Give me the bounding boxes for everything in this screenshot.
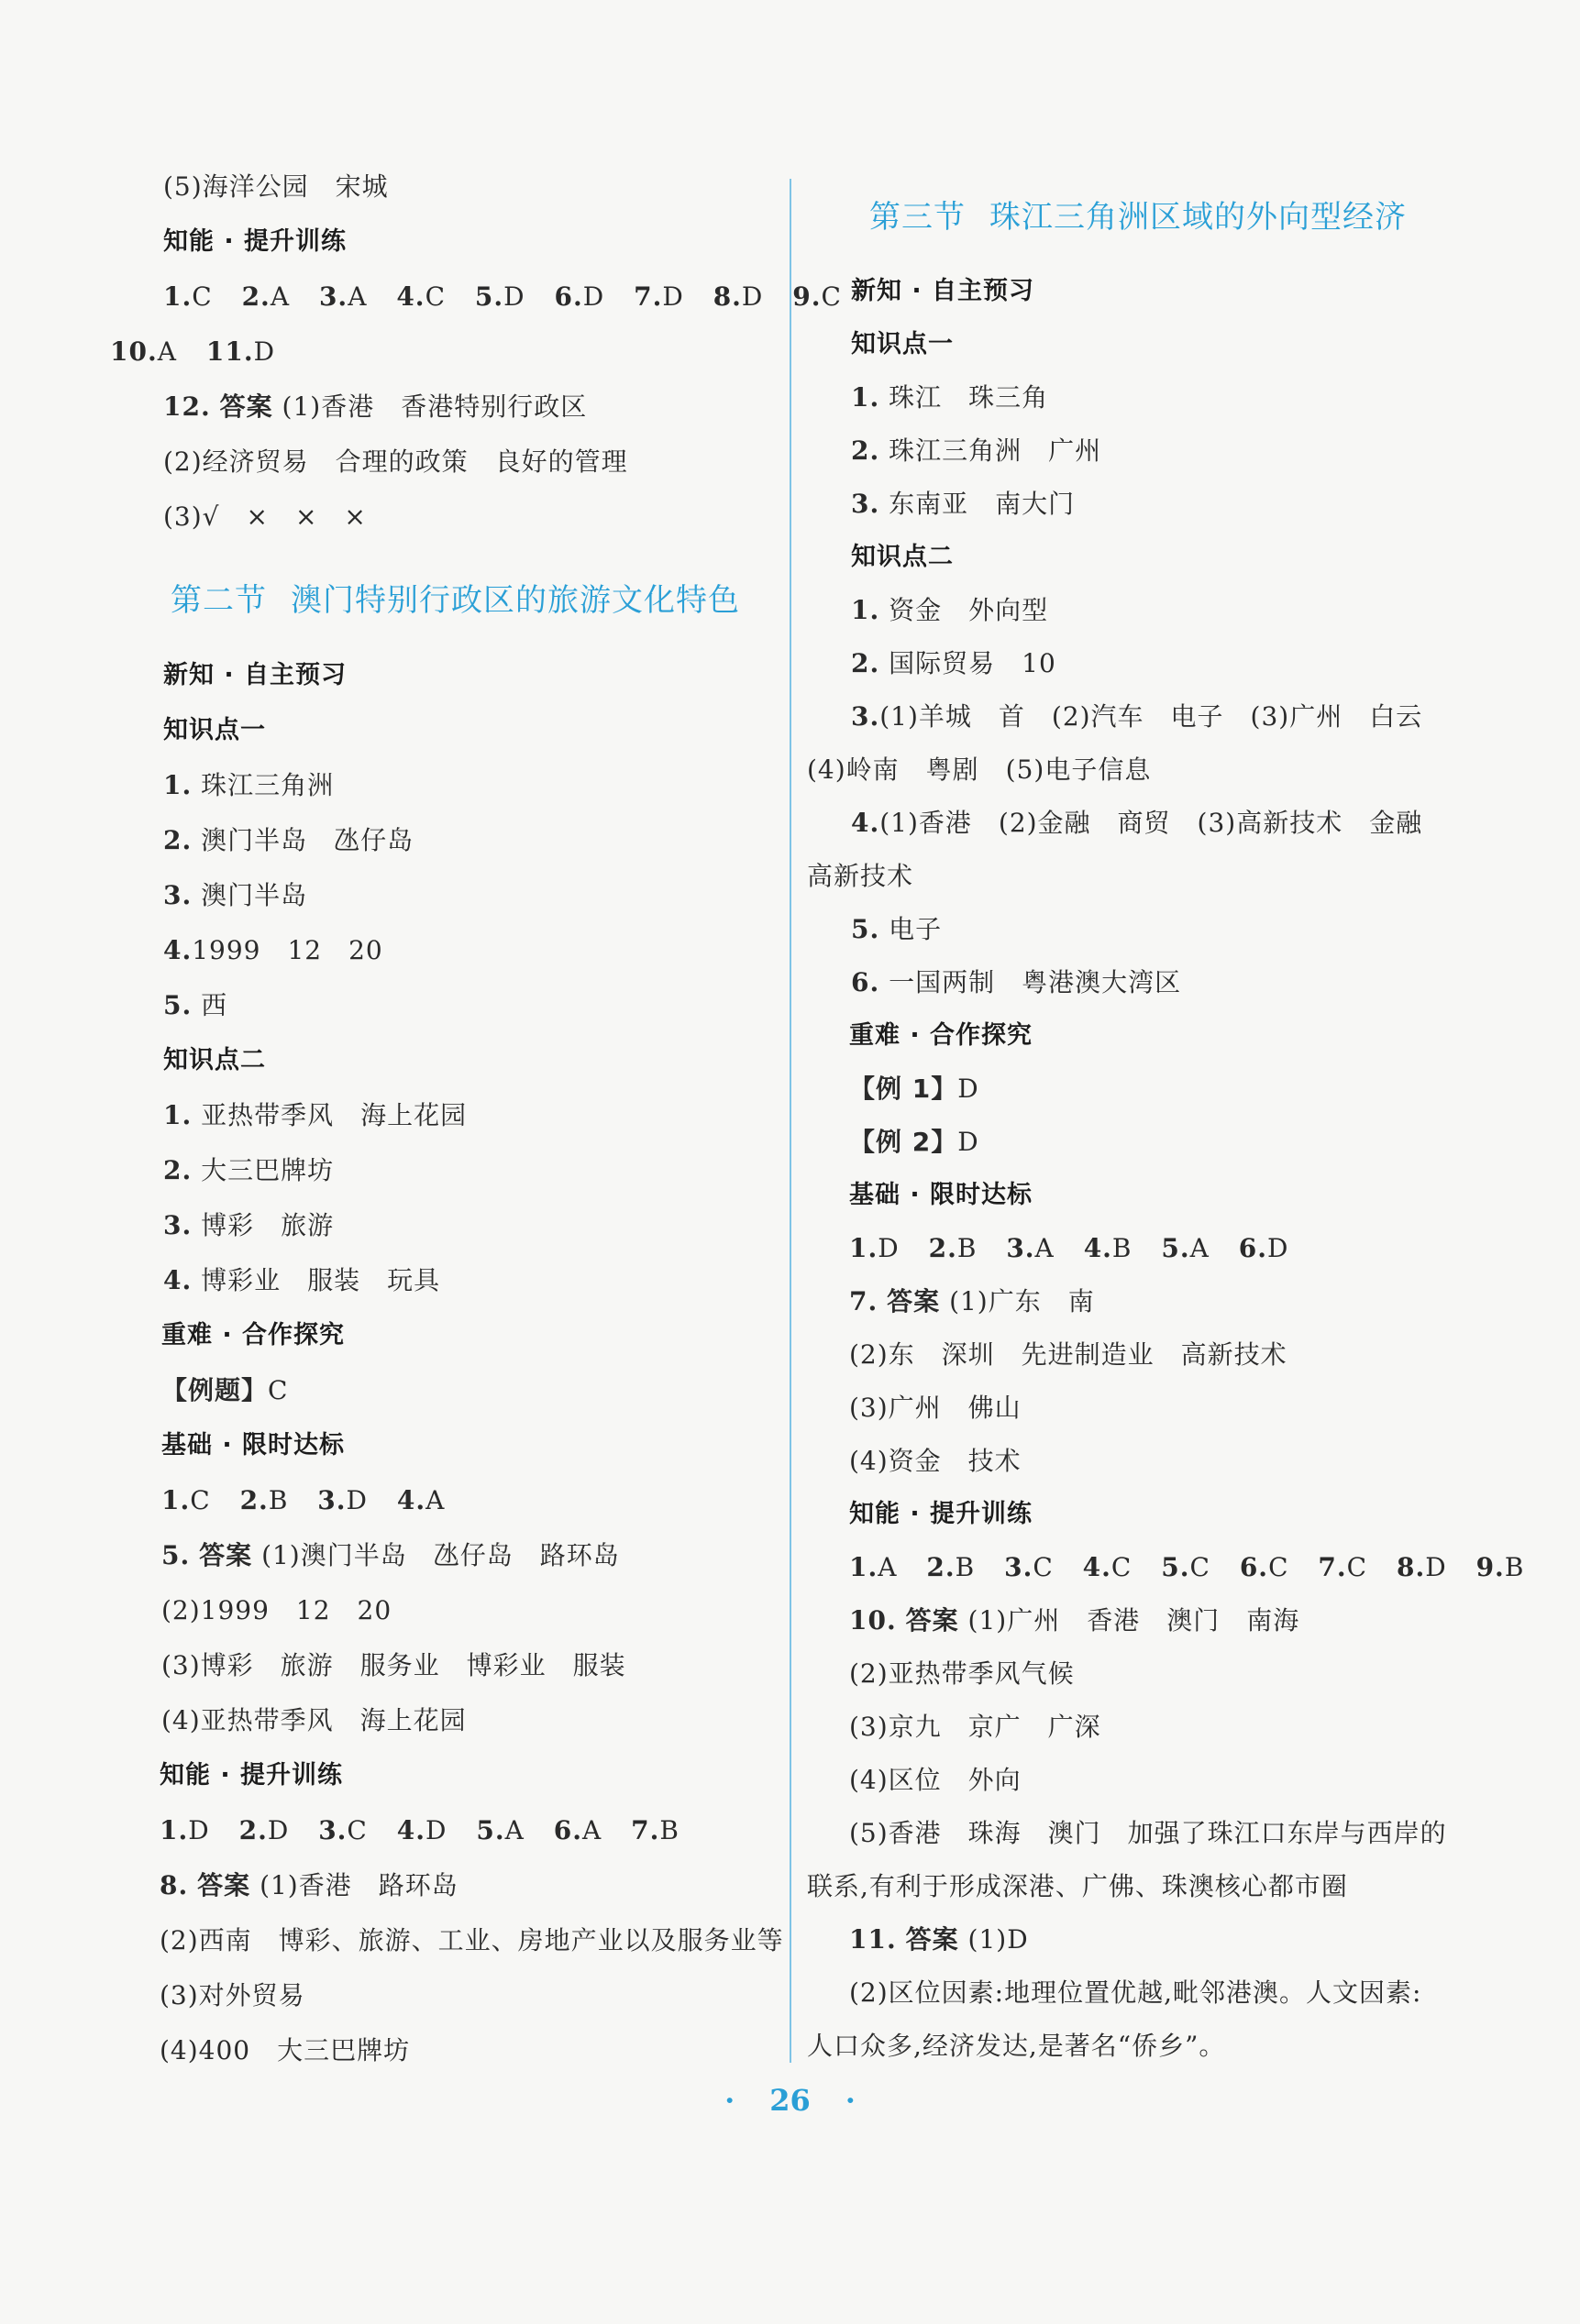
section-title: 第三节 珠江三角洲区域的外向型经济: [869, 199, 1407, 236]
text-line: (2)1999 12 20: [161, 1595, 392, 1625]
answer-line: 7. 答案 (1)广东 南: [849, 1286, 1095, 1316]
text-line: 人口众多,经济发达,是著名“侨乡”。: [807, 2031, 1226, 2061]
text-line: 5. 电子: [851, 914, 943, 944]
section-title: 第二节 澳门特别行政区的旅游文化特色: [171, 582, 740, 619]
section-heading-jichu: 基础 · 限时达标: [849, 1181, 1033, 1209]
text-line: (3)对外贸易: [160, 1980, 305, 2010]
text-line: 3. 澳门半岛: [163, 880, 308, 910]
text-line: 2. 大三巴牌坊: [163, 1155, 335, 1185]
section-heading-zhongnan: 重难 · 合作探究: [849, 1021, 1033, 1050]
mc-answers-row: 1.D 2.B 3.A 4.B 5.A 6.D: [849, 1233, 1289, 1263]
text-line: 4.(1)香港 (2)金融 商贸 (3)高新技术 金融: [851, 808, 1423, 838]
text-line: 高新技术: [807, 861, 914, 891]
text-line: (4)区位 外向: [849, 1765, 1022, 1795]
mc-answers-row: 1.A 2.B 3.C 4.C 5.C 6.C 7.C 8.D 9.B: [849, 1552, 1525, 1582]
text-line: 1. 珠江三角洲: [163, 770, 335, 800]
subheading-knowledge-1: 知识点一: [851, 330, 954, 358]
answer-line: 10. 答案 (1)广州 香港 澳门 南海: [849, 1605, 1300, 1636]
subheading-knowledge-2: 知识点二: [851, 543, 954, 571]
text-line: 1. 珠江 珠三角: [851, 382, 1049, 413]
section-heading-jichu: 基础 · 限时达标: [161, 1431, 346, 1459]
mc-answers-row: 1.C 2.B 3.D 4.A: [161, 1485, 446, 1515]
subheading-knowledge-1: 知识点一: [163, 716, 266, 744]
bullet-icon: ·: [845, 2083, 856, 2118]
subheading-knowledge-2: 知识点二: [163, 1046, 266, 1074]
text-line: (2)区位因素:地理位置优越,毗邻港澳。人文因素:: [849, 1977, 1422, 2008]
answer-line: 12. 答案 (1)香港 香港特别行政区: [163, 391, 588, 422]
answer-line: 8. 答案 (1)香港 路环岛: [160, 1870, 459, 1900]
text-line: 1. 亚热带季风 海上花园: [163, 1100, 468, 1130]
column-divider: [790, 179, 791, 2063]
text-line: (2)西南 博彩、旅游、工业、房地产业以及服务业等: [160, 1925, 784, 1955]
page-number: · 26 ·: [724, 2083, 856, 2118]
text-line: (5)香港 珠海 澳门 加强了珠江口东岸与西岸的: [849, 1818, 1447, 1848]
text-line: (4)资金 技术: [849, 1446, 1022, 1476]
mc-answers-row: 1.C 2.A 3.A 4.C 5.D 6.D 7.D 8.D 9.C: [163, 281, 842, 312]
example-answer: 【例题】C: [161, 1375, 289, 1405]
text-line: (3)√ × × ×: [163, 501, 367, 532]
text-line: 1. 资金 外向型: [851, 595, 1049, 625]
text-line: (2)经济贸易 合理的政策 良好的管理: [163, 446, 628, 477]
mc-answers-row: 10.A 11.D: [110, 336, 276, 367]
text-line: (3)博彩 旅游 服务业 博彩业 服装: [161, 1650, 626, 1680]
example-answer: 【例 1】D: [849, 1074, 979, 1104]
text-line: 2. 国际贸易 10: [851, 648, 1056, 678]
text-line: (2)亚热带季风气候: [849, 1658, 1075, 1689]
text-line: 3. 东南亚 南大门: [851, 489, 1076, 519]
text-line: 3. 博彩 旅游: [163, 1210, 335, 1240]
answer-line: 5. 答案 (1)澳门半岛 氹仔岛 路环岛: [161, 1540, 620, 1570]
section-heading-xinzhi: 新知 · 自主预习: [163, 661, 348, 689]
text-line: (3)广州 佛山: [849, 1393, 1022, 1423]
text-line: (4)亚热带季风 海上花园: [161, 1705, 467, 1735]
text-line: 6. 一国两制 粤港澳大湾区: [851, 967, 1182, 997]
bullet-icon: ·: [724, 2083, 735, 2118]
text-line: (3)京九 京广 广深: [849, 1712, 1101, 1742]
section-heading-zhineng: 知能 · 提升训练: [160, 1761, 344, 1790]
text-line: (4)400 大三巴牌坊: [160, 2035, 411, 2065]
text-line: 4.1999 12 20: [163, 935, 383, 965]
text-line: 5. 西: [163, 990, 228, 1020]
text-line: (2)东 深圳 先进制造业 高新技术: [849, 1339, 1287, 1370]
text-line: 3.(1)羊城 首 (2)汽车 电子 (3)广州 白云: [851, 701, 1423, 732]
example-answer: 【例 2】D: [849, 1127, 979, 1157]
text-line: 4. 博彩业 服装 玩具: [163, 1265, 441, 1295]
text-line: 2. 澳门半岛 氹仔岛: [163, 825, 414, 855]
text-line: 2. 珠江三角洲 广州: [851, 435, 1102, 466]
text-line: (5)海洋公园 宋城: [163, 171, 389, 202]
mc-answers-row: 1.D 2.D 3.C 4.D 5.A 6.A 7.B: [160, 1815, 680, 1845]
text-line: (4)岭南 粤剧 (5)电子信息: [807, 754, 1152, 785]
section-heading-zhongnan: 重难 · 合作探究: [161, 1321, 346, 1349]
text-line: 联系,有利于形成深港、广佛、珠澳核心都市圈: [807, 1871, 1348, 1901]
section-heading-xinzhi: 新知 · 自主预习: [851, 277, 1035, 305]
section-heading-zhineng: 知能 · 提升训练: [849, 1500, 1033, 1528]
answer-line: 11. 答案 (1)D: [849, 1924, 1029, 1955]
section-heading-zhineng: 知能 · 提升训练: [163, 227, 348, 256]
